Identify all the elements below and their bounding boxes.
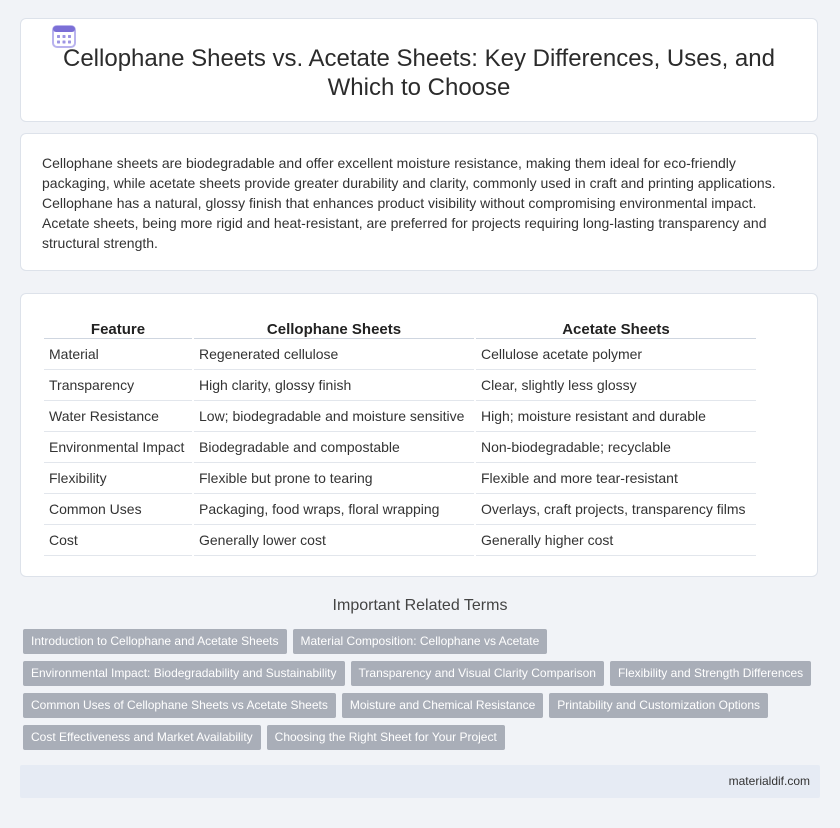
page-title: Cellophane Sheets vs. Acetate Sheets: Key Differences, Uses, and Which to Choose [63,45,775,101]
footer-site-name[interactable]: materialdif.com [728,774,810,788]
comparison-card [20,293,818,577]
table-cell: Overlays, craft projects, transparency films [476,494,756,525]
table-cell: Low; biodegradable and moisture sensitive [194,401,474,432]
tag-row [23,661,823,686]
table-cell: Common Uses [44,494,192,525]
table-cell: High; moisture resistant and durable [476,401,756,432]
table-cell: Non-biodegradable; recyclable [476,432,756,463]
table-cell: Generally lower cost [194,525,474,556]
related-term-tag[interactable]: Cost Effectiveness and Market Availability [23,725,261,750]
table-row [44,401,756,432]
intro-card [20,133,818,271]
related-terms-title: Important Related Terms [332,597,508,614]
related-term-tag[interactable]: Environmental Impact: Biodegradability and Sustainability [23,661,345,686]
table-row [44,339,756,370]
table-cell: Flexible but prone to tearing [194,463,474,494]
table-cell: Water Resistance [44,401,192,432]
comparison-table [42,314,758,556]
related-term-tag[interactable]: Common Uses of Cellophane Sheets vs Acetate Sheets [23,693,336,718]
column-header-acetate: Acetate Sheets [476,314,756,339]
intro-paragraph: Cellophane sheets are biodegradable and offer excellent moisture resistance, making them ideal for eco-friendly packaging, while acetate sheets provide greater durability and clarity, commonly used in craft and printing applications. Cellophane has a natural, glossy finish that enhances product visibility without compromising environmental impact. Acetate sheets, being more rigid and heat-resistant, are preferred for projects requiring long-lasting transparency and structural strength. [42,155,776,251]
related-terms-list [23,629,823,757]
table-cell: Biodegradable and compostable [194,432,474,463]
related-term-tag[interactable]: Moisture and Chemical Resistance [342,693,543,718]
table-cell: Regenerated cellulose [194,339,474,370]
related-term-tag[interactable]: Printability and Customization Options [549,693,768,718]
table-cell: Cost [44,525,192,556]
tag-row [23,725,823,750]
table-row [44,463,756,494]
table-row [44,432,756,463]
footer [20,765,820,798]
table-cell: Generally higher cost [476,525,756,556]
header-card [20,18,818,122]
related-term-tag[interactable]: Choosing the Right Sheet for Your Project [267,725,505,750]
table-header-row [44,314,756,339]
related-term-tag[interactable]: Introduction to Cellophane and Acetate Sheets [23,629,287,654]
table-cell: High clarity, glossy finish [194,370,474,401]
related-term-tag[interactable]: Material Composition: Cellophane vs Acetate [293,629,548,654]
table-cell: Transparency [44,370,192,401]
table-row [44,370,756,401]
table-cell: Flexible and more tear-resistant [476,463,756,494]
related-term-tag[interactable]: Flexibility and Strength Differences [610,661,811,686]
table-cell: Cellulose acetate polymer [476,339,756,370]
table-row [44,525,756,556]
related-term-tag[interactable]: Transparency and Visual Clarity Comparison [351,661,604,686]
column-header-feature: Feature [44,314,192,339]
table-cell: Clear, slightly less glossy [476,370,756,401]
table-cell: Material [44,339,192,370]
table-cell: Packaging, food wraps, floral wrapping [194,494,474,525]
tag-row [23,629,823,654]
column-header-cellophane: Cellophane Sheets [194,314,474,339]
table-row [44,494,756,525]
table-cell: Environmental Impact [44,432,192,463]
tag-row [23,693,823,718]
table-cell: Flexibility [44,463,192,494]
